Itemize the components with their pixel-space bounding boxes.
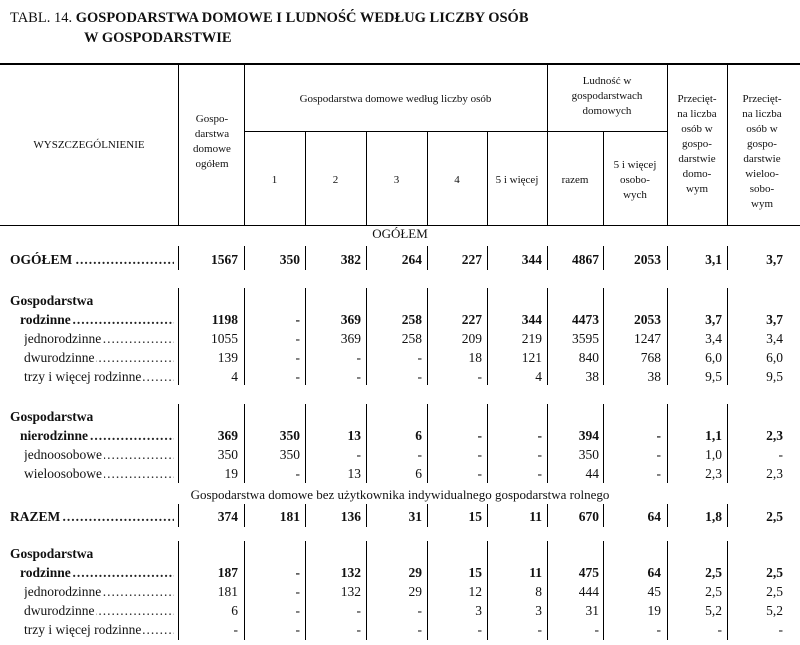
header-text-line: domowe — [193, 143, 231, 155]
table-cell: 6 — [415, 428, 422, 443]
table-cell: 11 — [529, 565, 542, 580]
table-cell: 227 — [461, 252, 482, 267]
table-cell: 840 — [578, 350, 599, 365]
table-cell: - — [356, 447, 361, 462]
row-label-text: trzy i więcej rodzinne — [24, 369, 142, 384]
table-cell: 369 — [217, 428, 238, 443]
table-number: TABL. 14. — [10, 10, 73, 26]
table-cell: 29 — [408, 565, 422, 580]
table-cell: 394 — [578, 428, 599, 443]
table-cell: - — [477, 369, 482, 384]
table-cell: 132 — [340, 584, 361, 599]
header-total-households — [180, 112, 244, 172]
table-cell: 6,0 — [705, 350, 722, 365]
table-cell: - — [594, 622, 599, 637]
table-cell: - — [656, 447, 661, 462]
table-cell: - — [417, 447, 422, 462]
table-cell: 227 — [461, 312, 482, 327]
header-text-line: Przecięt- — [742, 93, 782, 105]
persons-group-rule — [244, 131, 547, 132]
table-row — [0, 563, 800, 582]
table-row — [0, 601, 800, 620]
table-cell: 45 — [647, 584, 661, 599]
header-text-line: osób w — [681, 123, 713, 135]
table-cell: 4 — [231, 369, 238, 384]
header-text-line: na liczba — [742, 108, 782, 120]
table-cell: 31 — [585, 603, 599, 618]
header-persons-4: 4 — [454, 174, 460, 186]
table-cell: - — [656, 466, 661, 481]
table-cell: 2,3 — [705, 466, 722, 481]
table-cell: - — [295, 312, 300, 327]
table-cell: 139 — [217, 350, 238, 365]
header-persons-2: 2 — [332, 174, 339, 186]
header-text-line: Gospo- — [195, 113, 229, 125]
header-text-line: gospo- — [747, 138, 777, 150]
table-row — [0, 445, 800, 464]
table-cell: 3 — [475, 603, 482, 618]
table-cell: 38 — [647, 369, 661, 384]
table-cell: 1,1 — [705, 428, 722, 443]
table-cell: 2053 — [634, 312, 661, 327]
table-row — [0, 407, 800, 426]
table-cell: 344 — [521, 312, 542, 327]
table-cell: 350 — [279, 447, 300, 462]
table-cell: - — [778, 447, 783, 462]
header-stub: WYSZCZEGÓLNIENIE — [33, 139, 145, 151]
table-row — [0, 507, 800, 526]
row-label-text: dwurodzinne — [24, 603, 95, 618]
section-heading-nonfarm: Gospodarstwa domowe bez użytkownika indywidualnego gospodarstwa rolnego — [190, 487, 610, 502]
table-title-line1: GOSPODARSTWA DOMOWE I LUDNOŚĆ WEDŁUG LICZBY OSÓB — [75, 10, 529, 26]
table-cell: - — [295, 565, 300, 580]
header-divider — [244, 63, 245, 226]
table-cell: 4 — [535, 369, 542, 384]
table-cell: - — [295, 603, 300, 618]
table-cell: 2,5 — [766, 509, 783, 524]
table-cell: 2,5 — [705, 584, 722, 599]
header-persons-5plus: 5 i więcej — [495, 174, 539, 186]
table-cell: 64 — [647, 509, 661, 524]
table-cell: 382 — [340, 252, 361, 267]
table-cell: 1,0 — [705, 447, 722, 462]
header-text-line: wieloo- — [745, 168, 779, 180]
table-cell: - — [717, 622, 722, 637]
table-cell: - — [656, 428, 661, 443]
table-row — [0, 250, 800, 269]
table-cell: 3,1 — [705, 252, 722, 267]
table-cell: - — [537, 428, 542, 443]
table-cell: 11 — [529, 509, 542, 524]
table-cell: 2053 — [634, 252, 661, 267]
table-cell: 1055 — [211, 331, 238, 346]
row-label — [24, 464, 174, 483]
table-row — [0, 426, 800, 445]
header-persons-1: 1 — [271, 174, 278, 186]
table-row — [0, 582, 800, 601]
table-row — [0, 329, 800, 348]
row-label — [20, 310, 174, 329]
table-cell: 121 — [521, 350, 542, 365]
table-cell: 19 — [224, 466, 238, 481]
header-text-line: sobo- — [749, 183, 775, 195]
table-cell: 19 — [647, 603, 661, 618]
table-cell: 44 — [585, 466, 599, 481]
table-cell: - — [537, 466, 542, 481]
header-text-line: Przecięt- — [677, 93, 717, 105]
table-row — [0, 367, 800, 386]
header-text-line: darstwie — [743, 153, 781, 165]
row-label — [10, 507, 174, 526]
table-cell: 1247 — [634, 331, 661, 346]
table-cell: 6 — [231, 603, 238, 618]
table-cell: - — [417, 350, 422, 365]
row-label-text: RAZEM — [10, 509, 61, 524]
header-text-line: gospo- — [682, 138, 712, 150]
table-cell: 209 — [461, 331, 482, 346]
table-cell: 29 — [408, 584, 422, 599]
header-persons-3: 3 — [393, 174, 400, 186]
row-label-text: jednoosobowe — [24, 447, 102, 462]
table-cell: - — [537, 447, 542, 462]
header-text-line: gospodarstwach — [571, 90, 643, 102]
table-cell: 132 — [340, 565, 361, 580]
table-cell: 768 — [640, 350, 661, 365]
table-cell: - — [477, 466, 482, 481]
table-cell: 258 — [401, 312, 422, 327]
table-cell: - — [417, 603, 422, 618]
header-text-line: domo- — [682, 168, 712, 180]
table-cell: 6,0 — [766, 350, 783, 365]
table-cell: - — [356, 603, 361, 618]
table-cell: 4867 — [572, 252, 599, 267]
table-cell: 13 — [347, 466, 361, 481]
table-cell: 350 — [578, 447, 599, 462]
table-cell: 475 — [578, 565, 599, 580]
table-cell: 350 — [279, 428, 300, 443]
table-cell: 5,2 — [766, 603, 783, 618]
table-cell: - — [477, 622, 482, 637]
table-cell: 181 — [217, 584, 238, 599]
table-cell: 219 — [521, 331, 542, 346]
table-cell: 3,7 — [705, 312, 722, 327]
header-text-line: wym — [751, 198, 773, 210]
table-cell: 13 — [347, 428, 361, 443]
table-cell: - — [233, 622, 238, 637]
header-text-line: na liczba — [677, 108, 717, 120]
population-group-rule — [547, 131, 667, 132]
table-cell: - — [356, 369, 361, 384]
header-text-line: darstwa — [194, 128, 230, 140]
table-cell: 3,4 — [766, 331, 783, 346]
table-cell: 264 — [401, 252, 422, 267]
table-cell: 8 — [535, 584, 542, 599]
table-cell: 64 — [647, 565, 661, 580]
row-label-text: Gospodarstwa — [10, 293, 94, 308]
header-text-line: ogółem — [195, 158, 229, 170]
table-cell: 15 — [468, 565, 482, 580]
table-cell: 350 — [279, 252, 300, 267]
table-cell: 369 — [340, 331, 361, 346]
header-top-rule — [0, 63, 800, 65]
row-label — [24, 367, 174, 386]
table-row — [0, 348, 800, 367]
header-text-line: wych — [623, 189, 647, 201]
table-cell: 1198 — [211, 312, 238, 327]
table-row — [0, 620, 800, 639]
table-cell: - — [477, 428, 482, 443]
header-text-line: wym — [686, 183, 708, 195]
table-cell: - — [477, 447, 482, 462]
table-cell: 3,7 — [766, 312, 783, 327]
table-cell: 2,3 — [766, 428, 783, 443]
table-cell: 9,5 — [766, 369, 783, 384]
table-title-line2: W GOSPODARSTWIE — [84, 30, 232, 46]
row-label — [24, 445, 174, 464]
table-cell: - — [356, 622, 361, 637]
table-cell: 3 — [535, 603, 542, 618]
row-label — [10, 250, 174, 269]
header-text-line: osobo- — [620, 174, 650, 186]
table-row — [0, 464, 800, 483]
table-cell: - — [295, 622, 300, 637]
header-avg-multiperson — [727, 92, 797, 212]
table-cell: - — [295, 350, 300, 365]
table-cell: 2,3 — [766, 466, 783, 481]
table-cell: 4473 — [572, 312, 599, 327]
row-label-text: trzy i więcej rodzinne — [24, 622, 142, 637]
row-label — [24, 329, 174, 348]
row-label — [10, 544, 174, 563]
row-label-text: rodzinne — [20, 565, 71, 580]
row-label-text: dwurodzinne — [24, 350, 95, 365]
table-title — [10, 8, 529, 48]
section-heading-total: OGÓŁEM — [372, 226, 428, 241]
table-row — [0, 544, 800, 563]
row-label — [10, 291, 174, 310]
row-label-text: Gospodarstwa — [10, 546, 94, 561]
row-label — [24, 582, 174, 601]
table-cell: - — [295, 331, 300, 346]
header-pop-total: razem — [561, 174, 589, 186]
row-label-text: rodzinne — [20, 312, 71, 327]
table-cell: 136 — [340, 509, 361, 524]
table-cell: 15 — [468, 509, 482, 524]
table-cell: 181 — [279, 509, 300, 524]
header-text-line: domowych — [582, 105, 632, 117]
table-cell: 3,4 — [705, 331, 722, 346]
row-label — [10, 407, 174, 426]
table-cell: 2,5 — [766, 584, 783, 599]
table-cell: 2,5 — [766, 565, 783, 580]
table-cell: 12 — [468, 584, 482, 599]
row-label-text: Gospodarstwa — [10, 409, 94, 424]
table-cell: 1567 — [211, 252, 238, 267]
table-cell: - — [295, 466, 300, 481]
table-cell: 1,8 — [705, 509, 722, 524]
header-avg-household — [667, 92, 727, 197]
table-cell: 38 — [585, 369, 599, 384]
header-text-line: darstwie — [678, 153, 716, 165]
row-label-text: nierodzinne — [20, 428, 89, 443]
table-cell: 670 — [578, 509, 599, 524]
header-divider — [178, 63, 179, 226]
header-by-persons: Gospodarstwa domowe według liczby osób — [299, 93, 492, 105]
table-row — [0, 310, 800, 329]
row-label — [24, 601, 174, 620]
table-row — [0, 291, 800, 310]
header-population — [547, 74, 667, 119]
row-label-text: jednorodzinne — [24, 584, 102, 599]
table-cell: 444 — [578, 584, 599, 599]
table-cell: - — [537, 622, 542, 637]
table-cell: 9,5 — [705, 369, 722, 384]
table-cell: 2,5 — [705, 565, 722, 580]
table-cell: 6 — [415, 466, 422, 481]
table-cell: - — [295, 584, 300, 599]
table-cell: 18 — [468, 350, 482, 365]
table-cell: - — [417, 622, 422, 637]
row-label-text: OGÓŁEM — [10, 252, 73, 267]
table-cell: 3,7 — [766, 252, 783, 267]
table-cell: - — [778, 622, 783, 637]
header-text-line: 5 i więcej — [613, 159, 657, 171]
table-cell: - — [656, 622, 661, 637]
header-text-line: Ludność w — [582, 75, 632, 87]
table-cell: - — [356, 350, 361, 365]
row-label-text: wieloosobowe — [24, 466, 102, 481]
row-label — [24, 620, 174, 639]
table-cell: 369 — [340, 312, 361, 327]
table-cell: 350 — [217, 447, 238, 462]
table-cell: - — [417, 369, 422, 384]
row-label — [20, 426, 174, 445]
row-label-text: jednorodzinne — [24, 331, 102, 346]
row-label — [20, 563, 174, 582]
table-cell: 344 — [521, 252, 542, 267]
table-cell: 374 — [217, 509, 238, 524]
table-cell: 31 — [408, 509, 422, 524]
header-pop-5plus — [603, 158, 667, 203]
header-text-line: osób w — [746, 123, 778, 135]
table-cell: 3595 — [572, 331, 599, 346]
table-cell: 187 — [217, 565, 238, 580]
table-cell: - — [295, 369, 300, 384]
table-cell: 258 — [401, 331, 422, 346]
table-cell: 5,2 — [705, 603, 722, 618]
row-label — [24, 348, 174, 367]
